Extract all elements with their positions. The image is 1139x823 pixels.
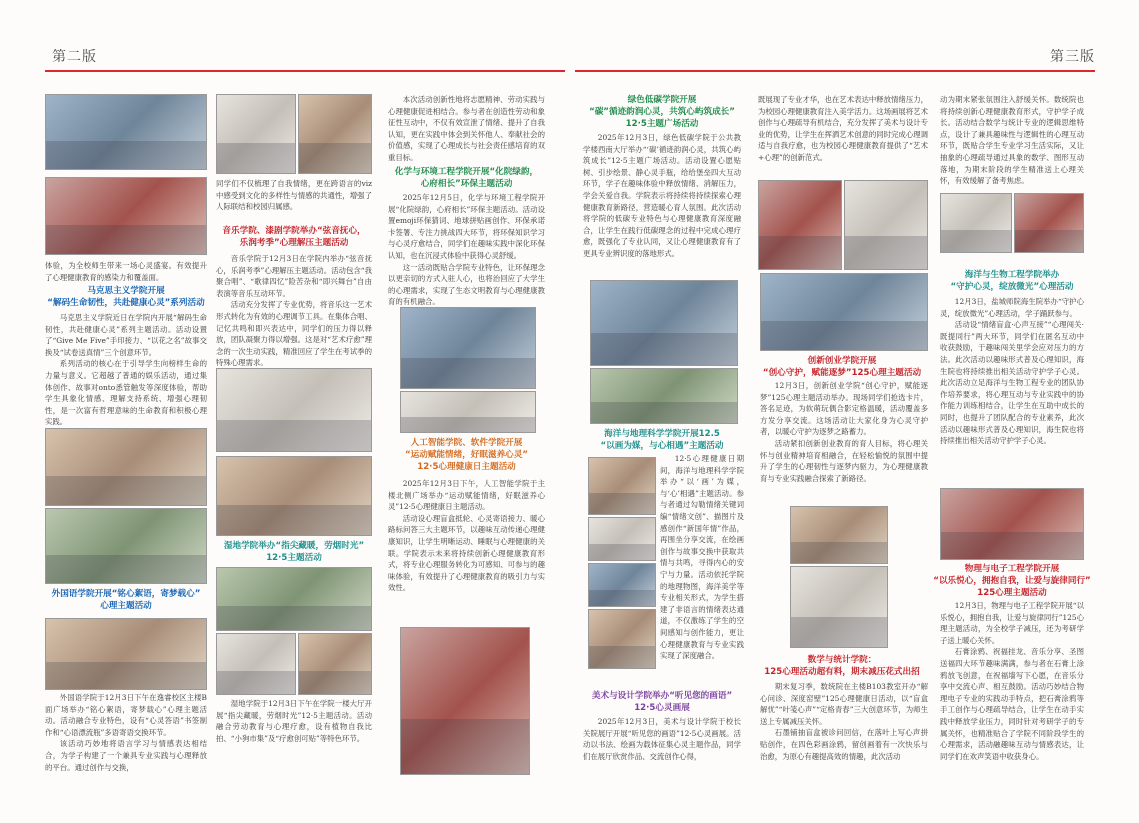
right-page-label: 第三版: [1050, 49, 1095, 65]
art-title: 美术与设计学院举办“听见您的画语” 12·5心灵画展: [591, 691, 733, 713]
photo-marine-2: [1014, 193, 1084, 253]
music-body: 音乐学院于12月3日在学院内举办“弦音抚心，乐润考季”心理解压主题活动。活动包含“我聚合唱”、“歌律四忆”险苦杂和“即兴舞台”自由表演等音乐互动环节。 活动充分发挥了专业优势，将音乐这一艺术形式转化为有效的心理调节工具。在集体合唱、记忆共鸣和即兴表达中，同学们的压力得以释放，团队凝聚力得以增强。这是对“艺术疗愈”理念的一次生动实践，精准回应了学生在考试季的特殊心理需求。: [216, 254, 372, 368]
photo-music-student: [298, 94, 372, 174]
photo-wetland-crowd: [216, 368, 372, 452]
photo-chem-group: [400, 307, 536, 389]
photo-ocean-4: [588, 609, 656, 669]
photo-wetland-portrait: [298, 633, 372, 695]
marx-body: 马克思主义学院近日在学院内开展“解码生命韧性，共赴健康心灵”系列主题活动。活动设置了“Give Me Five”手印接力、“以花之名”故事交换及“试卷送真情”三个创意环节。 系列活动的核心在于引导学生向榜样生命的力量与意义。它超越了普通的娱乐活动，通过集体创作、故事对onto悉管触发等深度体验，帮助学生具象化情感、理解支持系统、增强心理韧性，是一次富有哲理意味的生命教育和积极心理实践。: [45, 313, 207, 427]
physics-body: 12月3日，物理与电子工程学院开展“以乐悦心，拥抱自我，让爱与旋律同行”125心理主题活动，为全校学子减压，还为考研学子送上暖心关怀。 石膏涂鸦、祝福挂龙、音乐分享、圣图送福四大环节趣味满满，参与者在石膏上涂鸦放飞创意，在祝福墙写下心愿，在音乐分享中交流心声、相互鼓励。活动巧妙结合物理电子专业的实践动手特点，把石膏涂鸦等手工创作与心理疏导结合，让学生在动手实践中释放学业压力，同时针对考研学子的专属关怀，也精准贴合了学院不同阶段学生的心理需求，活动融趣味互动与情感表达，让同学们在欢声笑语中收获身心。: [940, 601, 1084, 761]
photo-ai-event: [400, 627, 530, 775]
foreign-title: 外国语学院开展“铭心絮语，寄梦载心” 心理主题活动: [51, 589, 201, 611]
chem-title: 化学与环境工程学院开展“化院绿韵， 心府相长”环保主题活动: [394, 167, 539, 189]
photo-lowc-banner: [590, 280, 738, 366]
photo-physics-group: [940, 488, 1084, 560]
music-lead-text: 同学们不仅梳理了自我情绪，更在跨语言的viz中感受到文化的多样性与情感的共通性，增强了人际联结和校园归属感。: [216, 179, 372, 212]
math-body: 期末复习季，数统院在主楼B103教室开办“解心问诊、深度窑壁”125心理健康日活动，以“盲盒解忧”“叶笺心声”“定格青春”三大创意环节，为师生送上专属减压关怀。 石墨铺抽盲盒被诊问回信，在落叶上写心声拼贴创作，在四色彩画涂鸦，留创画着有一次快乐与治愈，为原心有趣提高效的情趣，此次活动: [760, 682, 928, 761]
marine-title: 海洋与生物工程学院举办 “守护心灵，绽放微光”心理活动: [950, 270, 1074, 292]
foreign-body: 外国语学院于12月3日下午在逸睿校区主楼B面广场举办“铭心絮语，寄梦载心”心理主题活动。活动融合专业特色，设有“心灵答语”书签制作和“心语漂流瓶”多语寄语交换环节。 该活动巧妙地将语言学习与情感表达相结合，为学子构建了一个兼具专业实践与心理释放的平台。通过创作与交换，: [45, 693, 207, 772]
music-title: 音乐学院、漆剧学院举办“弦音抚心， 乐润考季”心理解压主题活动: [222, 226, 366, 248]
inno-title: 创新创业学院开展 “创心守护，赋能逐梦”125心理主题活动: [762, 356, 922, 378]
photo-foreign-craft: [45, 618, 207, 690]
marx-lead-text: 体验，为全校师生带来一场心灵盛宴。有效提升了心理健康教育的感染力和覆盖面。: [45, 261, 207, 282]
art-body: 2025年12月3日，美术与设计学院于校长关院展厅开展“听见您的画语”12·5心灵画展。活动以书法、绘画为载体征集心灵主题作品，同学们在展厅欣赏作品、交流创作心得，: [583, 717, 741, 761]
photo-inno-craft: [790, 566, 888, 648]
wetland-body: 湿地学院于12月3日下午在学院一楼大厅开展“指尖藏暖，劳烟时光”12·5主题活动。活动融合劳动教育与心理疗愈，设有植物自我比拍、“小狗市集”及“疗愈创可贴”等特色环节。: [216, 699, 372, 743]
photo-chem-tables: [400, 391, 536, 433]
wetland-title: 湿地学院举办“指尖藏暖，劳烟时光” 12·5主题活动: [223, 541, 365, 563]
ai-title: 人工智能学院、软件学院开展 “运动赋能情绪，好眠滋养心灵” 12·5心理健康日主题活动: [404, 438, 528, 472]
ai-body: 2025年12月3日下午，人工智能学院于主楼北侧广场举办“运动赋能情绪，好眠滋养心灵”12·5心理健康日主题活动。 活动设心理盲盒抵轮、心灵寄语接力、暖心路标问答三大主题环节，以趣味互动传递心理健康知识，让学生明晰运动、睡眠与心理健康的关联。学院表示未来将持续创新心理健康教育形式，将专业心理服务转化为可感知、可参与的趣味体验，有效提升了心理健康教育的吸引力与实效性。: [388, 479, 545, 593]
inno-body: 12月3日，创新创业学院“创心守护，赋能逐梦”125心理主题活动举办。现场同学们抢选卡片，答名足迹，为软萌玩偶合影定格温暖，活动覆盖多方发分享交流。这场活动让大家化身为心灵守护者，以暖心守护为逐梦之路蓄力。 活动紧扣创新创业教育的育人目标，将心理关怀与创业精神培育相融合，在轻松愉悦的氛围中提升了学生的心理韧性与逐梦内驱力，为心理健康教育与专业实践融合探索了新路径。: [760, 381, 928, 483]
left-page-label: 第二版: [52, 49, 97, 65]
photo-ocean-3: [588, 563, 656, 607]
photo-wetland-hall: [216, 456, 372, 536]
photo-foreign-tables: [45, 428, 207, 506]
photo-foreign-students: [45, 508, 207, 584]
photo-wetland-notes: [216, 633, 296, 695]
photo-inno-event: [760, 273, 928, 351]
photo-marine-1: [940, 193, 1012, 253]
lowc-body: 2025年12月3日，绿色低碳学院于公共教学楼西南大厅举办“‘碳’循迹韵润心灵，共筑心屿筑成长”12·5主题广场活动。活动设置心愿贴树、引步绘景、静心灵手瓶，给给堡垒四大互动环节，学子在趣味体验中释放情绪、消解压力，学会关爱自我。学院表示将持续将持续探索心理健康教育新路径，营造暖心育人氛围。此次活动将学院的低碳专业特色与心理健康教育深度融合，让学生在践行低碳理念的过程中完成心理疗愈，既强化了专业认同，又让心理健康教育有了更具专业辨识度的落地形式。: [583, 133, 741, 258]
photo-marx-group: [45, 177, 207, 255]
ocean-title: 海洋与地理科学学院开展12.5 “以画为媒，与心相遇”主题活动: [600, 429, 724, 451]
art-continuation: 既展现了专业才华，也在艺术表达中释放情绪压力，为校园心理健康教育注入美学活力。这场画展将艺术创作与心理疏导有机结合，充分发挥了美术与设计专业的优势，让学生在挥洒艺术创意的同时完成心理调适与自我疗愈，也为校园心理健康教育提供了“艺术+心理”的创新范式。: [758, 95, 928, 162]
marine-body: 12月3日，盐城师院海生院举办“守护心灵，绽放微光”心理活动，学子踊跃参与。 活动设“情绪盲盒·心声互接”“心理闯关·既提同行”两大环节，同学们在匿名互动中收获鼓励，于趣味闯关里学会应对压力的方法。此次活动以趣味形式普及心理知识，海生院也将持续推出相关活动守护学子心灵。此次活动立足海洋与生物工程专业的团队协作培养要求，将心理互动与专业实践中的协作能力训练相结合，让学生在互助中成长的同时，也提升了团队配合的专业素养，此次活动以趣味形式普及心理知识，海生院也将持续推出相关活动守护学子心灵。: [940, 297, 1084, 446]
photo-ocean-1: [588, 457, 656, 515]
math-continuation: 动为期末紧张氛围注入舒缓关怀。数统院也将持续创新心理健康教育形式，守护学子成长。活动结合数学与统计专业的逻辑思维特点，设计了兼具趣味性与逻辑性的心理互动环节，既贴合学生专业学习生活实际，又让抽象的心理疏导通过具象的数学、图形互动落地，为期末阶段的学生精准送上心理关怀，有效缓解了备考焦虑。: [940, 95, 1084, 186]
photo-art-exhibit-1: [758, 180, 842, 270]
wetland-innovation-body: 本次活动创新性地将志愿精神、劳动实践与心理健康促进相结合。参与者在创造性劳动和象征性互动中，不仅有效宣泄了情绪、提升了自我认知，更在实践中体会到关怀他人、奉献社会的价值感，实现了心理成长与社会责任感培育的双重目标。: [388, 95, 545, 162]
lowc-title: 绿色低碳学院开展 “碳”循迹韵润心灵，共筑心屿筑成长” 12·5主题广场活动: [589, 95, 735, 129]
ocean-body: 12·5心理健康日期间，海洋与地理科学学院举办“以‘画’为媒，与‘心’相遇”主题活动。参与者通过勾勒情绪关键词编“情绪文创”、描图片及感创作“新国年情”作品，再围坐分享交流，在绘画创作与故事交换中获取共情与共鸣，寻得内心的安宁与力量。活动依托学院的地理物图，海洋美学等专业相关形式，为学生搭建了非语言的情绪表达通道，不仅激练了学生的空间感知与创作能力，更让心理健康教育与专业实践实现了深度融合。: [660, 454, 744, 661]
photo-marx-lecture-hall: [45, 94, 207, 170]
photo-lowc-crowd: [590, 368, 738, 424]
physics-title: 物理与电子工程学院开展 “以乐悦心，拥抱自我，让爱与旋律同行” 125心理主题活动: [933, 564, 1091, 598]
photo-wetland-sign: [216, 567, 372, 631]
photo-inno-toys: [790, 506, 888, 564]
math-title: 数学与统计学院： 125心理活动超有料，期末减压花式出招: [764, 655, 920, 677]
chem-body: 2025年12月5日，化学与环境工程学院开展“化院绿韵，心府相长”环保主题活动。活动设置emoji环保猜词、地球拼贴画创作、环保承诺卡签署、专注力挑战四大环节，将环保知识学习与心灵疗愈结合，同学们在趣味实践中深化环保认知，也在沉浸式体验中获得心灵舒缓。 这一活动既贴合学院专业特色，让环保理念以更亲切的方式入驻人心，也将治回应了大学生的心理需求，实现了生态文明教育与心理健康教育的有机融合。: [388, 193, 545, 307]
left-header-rule: [45, 70, 565, 72]
right-header-rule: [575, 70, 1095, 72]
marx-title: 马克思主义学院开展 “解码生命韧性，共赴健康心灵”系列活动: [47, 286, 205, 308]
photo-music-stage: [216, 94, 296, 174]
photo-art-exhibit-2: [844, 180, 928, 270]
photo-ocean-2: [588, 517, 656, 561]
